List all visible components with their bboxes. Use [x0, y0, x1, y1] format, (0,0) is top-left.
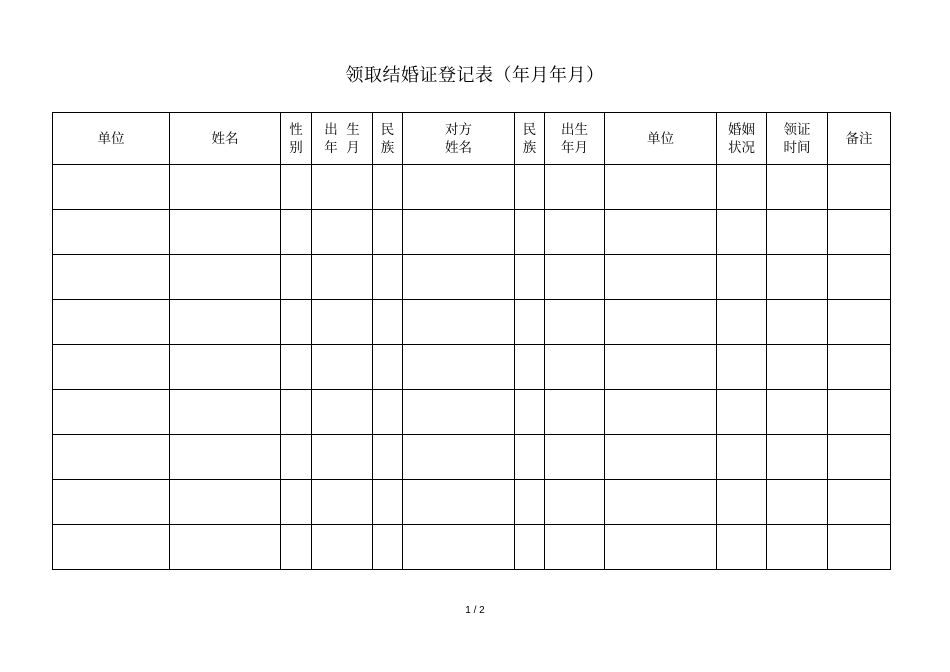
header-label: 族 [380, 139, 395, 156]
header-label: 出生 [561, 121, 588, 138]
table-cell[interactable] [170, 345, 281, 390]
header-row [53, 113, 891, 165]
table-cell[interactable] [717, 525, 767, 570]
table-cell[interactable] [312, 255, 373, 300]
table-cell[interactable] [767, 390, 828, 435]
table-cell[interactable] [605, 345, 717, 390]
table-cell[interactable] [312, 435, 373, 480]
header-partner-unit [605, 113, 717, 165]
table-row [53, 345, 891, 390]
table-cell[interactable] [545, 165, 605, 210]
table-cell[interactable] [605, 300, 717, 345]
header-partner-ethnicity [515, 113, 545, 165]
table-cell[interactable] [717, 255, 767, 300]
header-label: 对方 [445, 121, 472, 138]
table-cell[interactable] [717, 300, 767, 345]
table-cell[interactable] [545, 210, 605, 255]
table-cell[interactable] [828, 525, 891, 570]
table-row [53, 525, 891, 570]
table-cell[interactable] [53, 390, 170, 435]
table-cell[interactable] [403, 525, 515, 570]
table-cell[interactable] [828, 435, 891, 480]
table-cell[interactable] [312, 390, 373, 435]
table-cell[interactable] [281, 345, 312, 390]
table-cell[interactable] [53, 210, 170, 255]
marriage-registration-table [52, 112, 891, 570]
header-label: 出 生 [324, 121, 360, 138]
table-cell[interactable] [403, 165, 515, 210]
table-cell[interactable] [545, 480, 605, 525]
table-cell[interactable] [605, 480, 717, 525]
table-cell[interactable] [281, 390, 312, 435]
table-cell[interactable] [828, 255, 891, 300]
table-body [53, 165, 891, 570]
table-cell[interactable] [373, 255, 403, 300]
table-cell[interactable] [545, 300, 605, 345]
table-cell[interactable] [717, 435, 767, 480]
table-cell[interactable] [403, 300, 515, 345]
table-cell[interactable] [373, 165, 403, 210]
table-cell[interactable] [170, 480, 281, 525]
table-cell[interactable] [373, 210, 403, 255]
header-label: 别 [289, 139, 303, 156]
table-cell[interactable] [281, 165, 312, 210]
table-row [53, 255, 891, 300]
table-row [53, 300, 891, 345]
table-cell[interactable] [53, 525, 170, 570]
header-partner-name [403, 113, 515, 165]
table-cell[interactable] [281, 435, 312, 480]
header-unit [53, 113, 170, 165]
header-label: 婚姻 [728, 121, 755, 138]
table-cell[interactable] [53, 435, 170, 480]
table-cell[interactable] [53, 300, 170, 345]
table-cell[interactable] [281, 300, 312, 345]
table-cell[interactable] [170, 165, 281, 210]
table-cell[interactable] [403, 480, 515, 525]
table-row [53, 210, 891, 255]
table-cell[interactable] [373, 345, 403, 390]
table-cell[interactable] [515, 255, 545, 300]
header-label: 性 [289, 121, 303, 138]
header-label: 族 [522, 139, 537, 156]
table-cell[interactable] [170, 210, 281, 255]
table-cell[interactable] [767, 525, 828, 570]
table-cell[interactable] [312, 300, 373, 345]
header-label: 单位 [647, 130, 674, 147]
header-birth-date [312, 113, 373, 165]
table-cell[interactable] [515, 480, 545, 525]
table-row [53, 480, 891, 525]
table-cell[interactable] [403, 210, 515, 255]
table-cell[interactable] [717, 210, 767, 255]
table-cell[interactable] [605, 255, 717, 300]
table-cell[interactable] [312, 210, 373, 255]
table-cell[interactable] [767, 480, 828, 525]
header-label: 年月 [561, 139, 588, 156]
table-cell[interactable] [767, 255, 828, 300]
table-cell[interactable] [312, 345, 373, 390]
table-cell[interactable] [403, 255, 515, 300]
table-cell[interactable] [281, 210, 312, 255]
table-cell[interactable] [545, 390, 605, 435]
table-cell[interactable] [828, 480, 891, 525]
table-cell[interactable] [767, 345, 828, 390]
table-cell[interactable] [170, 300, 281, 345]
table-row [53, 435, 891, 480]
table-cell[interactable] [828, 210, 891, 255]
form-title: 领取结婚证登记表（年月年月） [345, 65, 605, 86]
header-name [170, 113, 281, 165]
table-cell[interactable] [767, 435, 828, 480]
header-label: 状况 [728, 139, 755, 156]
table-cell[interactable] [170, 390, 281, 435]
header-label: 领证 [783, 121, 811, 138]
table-cell[interactable] [545, 435, 605, 480]
table-cell[interactable] [403, 435, 515, 480]
header-label: 姓名 [211, 130, 239, 147]
table-cell[interactable] [605, 525, 717, 570]
table-cell[interactable] [373, 480, 403, 525]
table-cell[interactable] [828, 165, 891, 210]
table-cell[interactable] [281, 480, 312, 525]
table-cell[interactable] [373, 525, 403, 570]
header-label: 民 [380, 121, 395, 138]
table-cell[interactable] [373, 435, 403, 480]
header-issue-date [767, 113, 828, 165]
table-cell[interactable] [717, 345, 767, 390]
header-marital-status [717, 113, 767, 165]
table-cell[interactable] [281, 255, 312, 300]
header-label: 姓名 [445, 139, 472, 156]
table-cell[interactable] [767, 300, 828, 345]
table-cell[interactable] [515, 345, 545, 390]
table-cell[interactable] [545, 525, 605, 570]
table-row [53, 165, 891, 210]
table-cell[interactable] [605, 210, 717, 255]
table-cell[interactable] [515, 435, 545, 480]
table-cell[interactable] [403, 390, 515, 435]
table-cell[interactable] [515, 210, 545, 255]
header-ethnicity [373, 113, 403, 165]
table-cell[interactable] [515, 300, 545, 345]
header-label: 民 [522, 121, 537, 138]
header-label: 年 月 [324, 139, 360, 156]
table-cell[interactable] [767, 165, 828, 210]
table-cell[interactable] [717, 165, 767, 210]
table-cell[interactable] [515, 165, 545, 210]
table-cell[interactable] [767, 210, 828, 255]
table-cell[interactable] [53, 255, 170, 300]
header-partner-birth-date [545, 113, 605, 165]
table-cell[interactable] [170, 525, 281, 570]
table-cell[interactable] [828, 300, 891, 345]
table-cell[interactable] [545, 255, 605, 300]
table-cell[interactable] [828, 390, 891, 435]
header-label: 单位 [97, 130, 125, 147]
table-cell[interactable] [373, 390, 403, 435]
table-cell[interactable] [53, 480, 170, 525]
header-label: 时间 [783, 139, 811, 156]
header-gender [281, 113, 312, 165]
table-cell[interactable] [53, 345, 170, 390]
table-cell[interactable] [403, 345, 515, 390]
table-cell[interactable] [312, 165, 373, 210]
table-cell[interactable] [515, 390, 545, 435]
table-cell[interactable] [170, 435, 281, 480]
table-cell[interactable] [281, 525, 312, 570]
table-cell[interactable] [312, 525, 373, 570]
table-cell[interactable] [605, 390, 717, 435]
table-cell[interactable] [717, 390, 767, 435]
table-cell[interactable] [717, 480, 767, 525]
header-remarks [828, 113, 891, 165]
table-cell[interactable] [605, 435, 717, 480]
table-cell[interactable] [53, 165, 170, 210]
table-cell[interactable] [170, 255, 281, 300]
page-number: 1 / 2 [465, 605, 485, 616]
table-cell[interactable] [515, 525, 545, 570]
table-row [53, 390, 891, 435]
table-cell[interactable] [605, 165, 717, 210]
header-label: 备注 [845, 130, 873, 147]
table-cell[interactable] [373, 300, 403, 345]
table-cell[interactable] [828, 345, 891, 390]
table-cell[interactable] [545, 345, 605, 390]
table-cell[interactable] [312, 480, 373, 525]
